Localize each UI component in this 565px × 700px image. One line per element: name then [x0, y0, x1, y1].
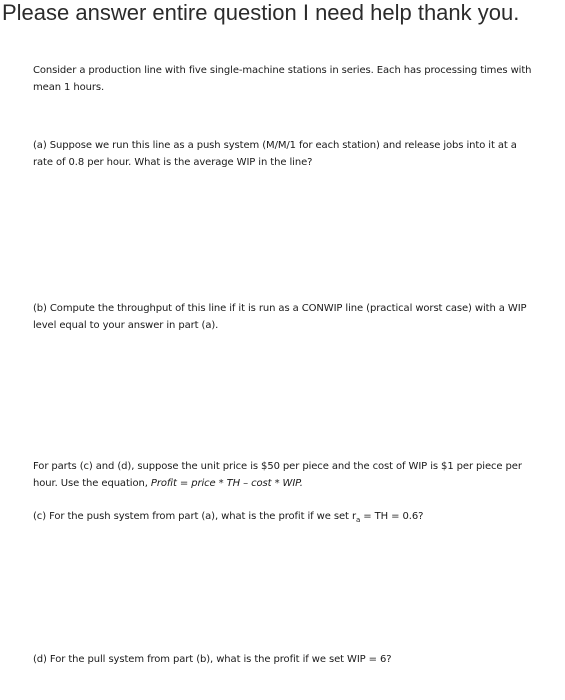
- part-c-subscript: a: [355, 516, 361, 524]
- part-b-paragraph: (b) Compute the throughput of this line if it is run as a CONWIP line (practical worst case) with a WIP level equal to your answer in part (a).: [33, 303, 527, 331]
- part-c-paragraph: [33, 508, 533, 529]
- part-d-paragraph: (d) For the pull system from part (b), what is the profit if we set WIP = 6?: [33, 654, 392, 665]
- question-title: Please answer entire question I need help thank you.: [2, 0, 520, 25]
- parts-cd-intro-paragraph: [33, 458, 533, 492]
- part-c-prefix: (c) For the push system from part (a), what is the profit if we set r: [33, 511, 356, 522]
- profit-equation: Profit = price * TH – cost * WIP.: [150, 478, 303, 489]
- part-c-suffix: = TH = 0.6?: [360, 511, 424, 522]
- intro-paragraph: Consider a production line with five single-machine stations in series. Each has processing times with mean 1 hours.: [33, 65, 532, 93]
- parts-cd-intro-text: For parts (c) and (d), suppose the unit price is $50 per piece and the cost of WIP is $1 per piece per hour. Use the equation,: [33, 461, 522, 489]
- part-a-paragraph: (a) Suppose we run this line as a push system (M/M/1 for each station) and release jobs into it at a rate of 0.8 per hour. What is the average WIP in the line?: [33, 140, 517, 168]
